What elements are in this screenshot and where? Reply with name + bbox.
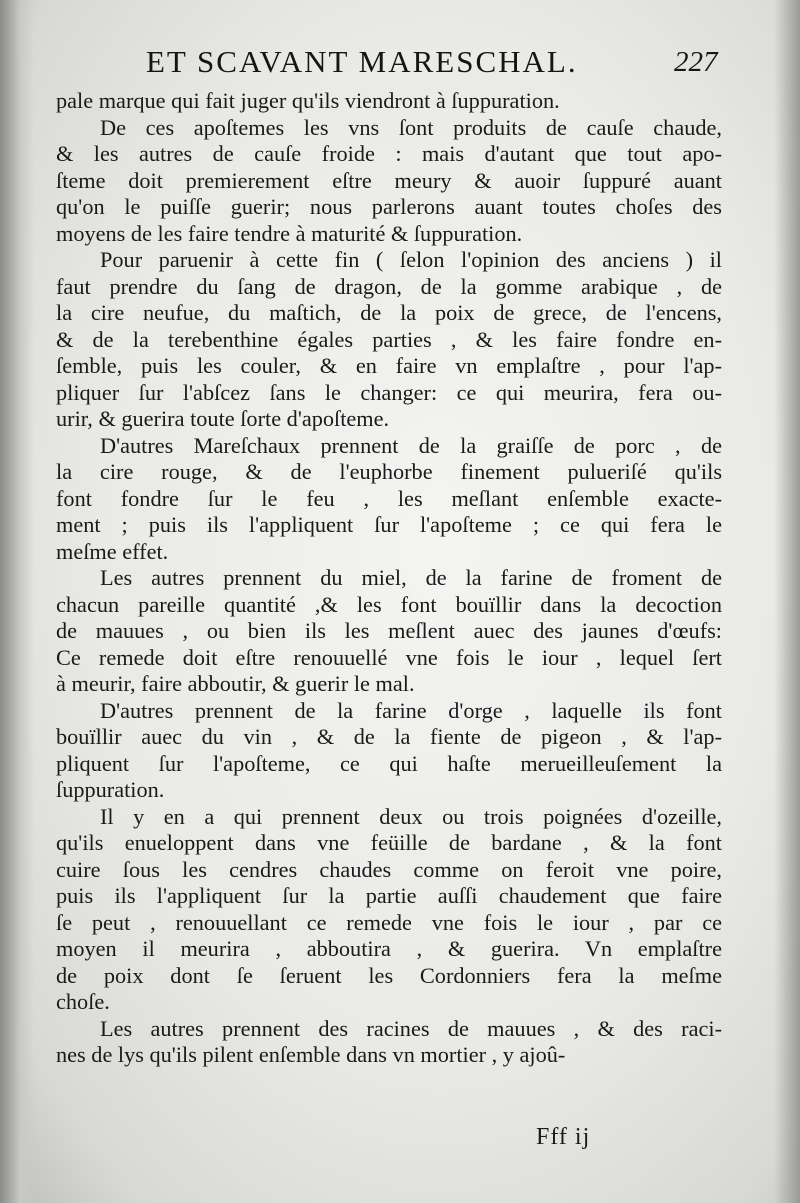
text-line: à meurir, faire abboutir, & guerir le mal. bbox=[56, 671, 415, 696]
paragraph bbox=[56, 433, 722, 566]
text-line: choſe. bbox=[56, 989, 110, 1014]
text-line: Pour paruenir à cette fin ( ſelon l'opinion des anciens ) il bbox=[100, 247, 722, 272]
text-line: de poix dont ſe ſeruent les Cordonniers fera la meſme bbox=[56, 962, 722, 988]
text-line: la cire neufue, du maſtich, de la poix de grece, de l'encens, bbox=[56, 300, 722, 325]
text-line: D'autres prennent de la farine d'orge , laquelle ils font bbox=[100, 697, 722, 723]
page-shadow-right bbox=[774, 0, 800, 1203]
text-line: moyens de les faire tendre à maturité & ſuppuration. bbox=[56, 220, 523, 246]
text-line: ſteme doit premierement eſtre meury & auoir ſuppuré auant bbox=[56, 167, 722, 193]
running-title: ET SCAVANT MARESCHAL. bbox=[146, 44, 578, 79]
text-line: font fondre ſur le feu , les meſlant enſemble exacte- bbox=[56, 485, 722, 511]
paragraph bbox=[56, 1016, 722, 1069]
text-line: De ces apoſtemes les vns ſont produits de cauſe chaude, bbox=[100, 114, 722, 140]
text-line: puis ils l'appliquent ſur la partie auſſi chaudement que faire bbox=[56, 883, 722, 908]
page-header bbox=[60, 38, 740, 86]
body-text bbox=[56, 88, 722, 1069]
text-line: bouïllir auec du vin , & de la fiente de pigeon , & l'ap- bbox=[56, 724, 722, 749]
paragraph bbox=[56, 565, 722, 698]
text-line: de mauues , ou bien ils les meſlent auec des jaunes d'œufs: bbox=[56, 618, 722, 643]
paragraph bbox=[56, 247, 722, 433]
text-line: & de la terebenthine égales parties , & les faire fondre en- bbox=[56, 326, 722, 352]
text-line: pale marque qui fait juger qu'ils viendront à ſuppuration. bbox=[56, 88, 560, 113]
text-line: cuire ſous les cendres chaudes comme on feroit vne poire, bbox=[56, 856, 722, 882]
paragraph bbox=[56, 698, 722, 804]
text-line: ſemble, puis les couler, & en faire vn emplaſtre , pour l'ap- bbox=[56, 353, 722, 378]
text-line: moyen il meurira , abboutira , & guerira. Vn emplaſtre bbox=[56, 936, 722, 961]
text-line: faut prendre du ſang de dragon, de la gomme arabique , de bbox=[56, 273, 722, 299]
text-line: & les autres de cauſe froide : mais d'autant que tout apo- bbox=[56, 141, 722, 166]
text-line: Ce remede doit eſtre renouuellé vne fois le iour , lequel ſert bbox=[56, 644, 722, 670]
text-line: urir, & guerira toute ſorte d'apoſteme. bbox=[56, 406, 390, 431]
page-shadow-left bbox=[0, 0, 34, 1203]
text-line: la cire rouge, & de l'euphorbe finement pulueriſé qu'ils bbox=[56, 459, 722, 484]
text-line: Les autres prennent des racines de mauues , & des raci- bbox=[100, 1015, 722, 1041]
text-line: ſuppuration. bbox=[56, 777, 165, 802]
paragraph bbox=[56, 804, 722, 1016]
text-line: D'autres Mareſchaux prennent de la graiſſe de porc , de bbox=[100, 432, 722, 458]
text-line: ment ; puis ils l'appliquent ſur l'apoſteme ; ce qui fera le bbox=[56, 512, 722, 537]
text-line: nes de lys qu'ils pilent enſemble dans vn mortier , y ajoû- bbox=[56, 1042, 566, 1067]
paragraph bbox=[56, 88, 722, 115]
text-line: pliquent ſur l'apoſteme, ce qui haſte merueilleuſement la bbox=[56, 750, 722, 776]
text-line: meſme effet. bbox=[56, 538, 169, 564]
text-line: qu'ils enueloppent dans vne feüille de bardane , & la font bbox=[56, 830, 722, 855]
text-line: qu'on le puiſſe guerir; nous parlerons auant toutes choſes des bbox=[56, 194, 722, 219]
text-line: Il y en a qui prennent deux ou trois poignées d'ozeille, bbox=[100, 803, 722, 829]
page-number: 227 bbox=[674, 46, 718, 78]
text-line: ſe peut , renouuellant ce remede vne fois le iour , par ce bbox=[56, 909, 722, 935]
text-line: chacun pareille quantité ,& les font bouïllir dans la decoction bbox=[56, 591, 722, 617]
signature-mark: Fff ij bbox=[536, 1124, 591, 1150]
text-line: pliquer ſur l'abſcez ſans le changer: ce qui meurira, fera ou- bbox=[56, 379, 722, 405]
text-line: Les autres prennent du miel, de la farine de froment de bbox=[100, 565, 722, 590]
paragraph bbox=[56, 115, 722, 248]
